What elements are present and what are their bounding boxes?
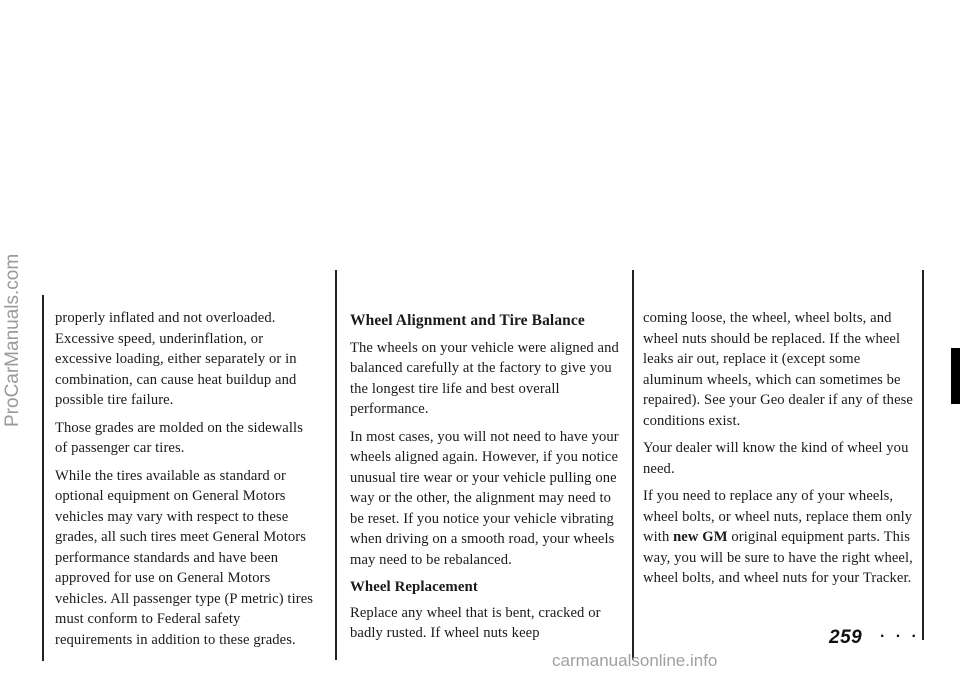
col2-paragraph-3: Replace any wheel that is bent, cracked or badly rusted. If wheel nuts keep — [350, 604, 601, 641]
column-2 — [350, 308, 628, 651]
column-divider-2 — [632, 270, 634, 660]
heading-wheel-replacement: Wheel Replacement — [350, 579, 478, 595]
side-watermark: ProCarManuals.com — [2, 253, 23, 427]
col1-paragraph-2: Those grades are molded on the sidewalls of passenger car tires. — [55, 419, 303, 456]
col1-paragraph-3: While the tires available as standard or optional equipment on General Motors vehicles may vary with respect to these grades, all such tires meet General Motors performance standards and have been approved for use on General Motors vehicles. All passenger type (P metric) tires must conform to Federal safety requirements in addition to these grades. — [55, 467, 314, 648]
col2-paragraph-2: In most cases, you will not need to have your wheels aligned again. However, if you notice unusual tire wear or your vehicle pulling one way or the other, the alignment may need to be reset. If you notice your vehicle vibrating when driving on a smooth road, your wheels may need to be rebalanced. — [350, 428, 619, 568]
column-divider-1 — [335, 270, 337, 660]
col3-text-before: If you need to replace any of your wheels, wheel bolts, or wheel nuts, replace them only with — [643, 488, 913, 545]
column-3 — [643, 308, 921, 596]
heading-wheel-alignment: Wheel Alignment and Tire Balance — [350, 312, 585, 329]
col3-text-after: original equipment parts. This way, you will be sure to have the right wheel, wheel bolts, and wheel nuts for your Tracker. — [643, 529, 913, 586]
col3-paragraph-2: Your dealer will know the kind of wheel you need. — [643, 440, 909, 477]
page-dots: · · · — [880, 628, 920, 645]
col1-paragraph-1: properly inflated and not overloaded. Excessive speed, underinflation, or excessive loading, either separately or in combination, can cause heat buildup and possible tire failure. — [55, 310, 297, 408]
column-1 — [55, 308, 317, 657]
page-number: 259 — [829, 627, 863, 648]
right-margin-rule — [922, 270, 924, 640]
bottom-watermark: carmanualsonline.info — [552, 651, 718, 670]
col2-paragraph-1: The wheels on your vehicle were aligned and balanced carefully at the factory to give you the longest tire life and best overall performance. — [350, 339, 619, 417]
left-margin-rule — [42, 295, 44, 661]
section-edge-marker — [951, 348, 960, 404]
col3-paragraph-1: coming loose, the wheel, wheel bolts, and wheel nuts should be replaced. If the wheel leaks air out, replace it (except some aluminum wheels, which can sometimes be repaired). See your Geo dealer if any of these conditions exist. — [643, 310, 914, 429]
col3-paragraph-3 — [643, 486, 921, 589]
col3-bold-new-gm: new GM — [673, 529, 728, 545]
